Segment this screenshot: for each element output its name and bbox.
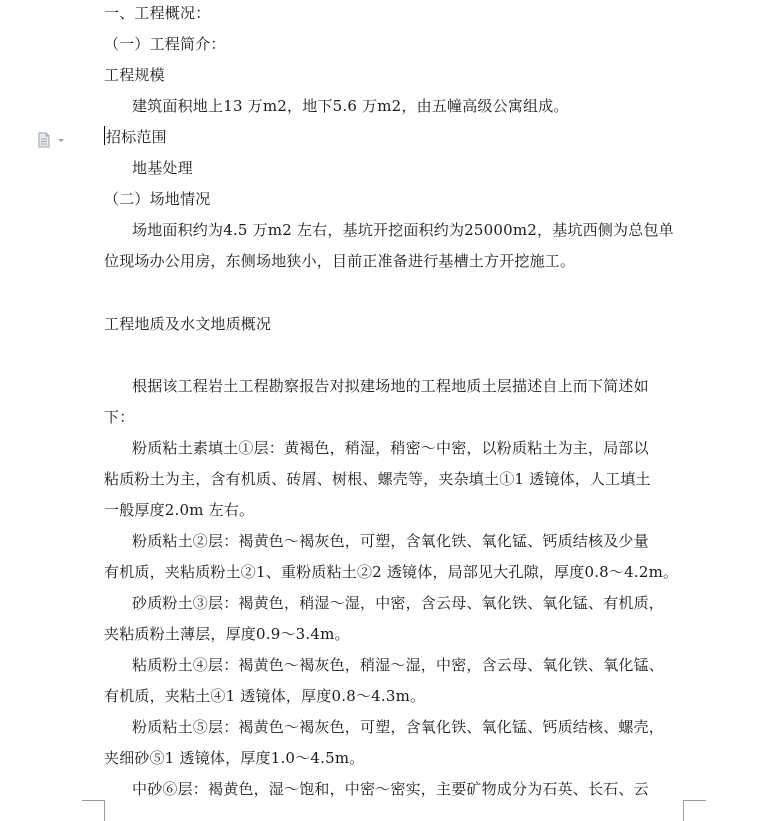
margin-corner-bottom-left bbox=[82, 800, 105, 821]
paragraph-scale: 建筑面积地上13 万m2，地下5.6 万m2，由五幢高级公寓组成。 bbox=[132, 97, 569, 115]
paragraph-layer1-line-3: 一般厚度2.0m 左右。 bbox=[104, 501, 255, 519]
text-cursor bbox=[104, 126, 105, 145]
paragraph-layer5-line-1: 粉质粘土⑤层：褐黄色～褐灰色，可塑，含氧化铁、氧化锰、钙质结核、螺壳， bbox=[132, 718, 665, 736]
document-icon bbox=[38, 132, 68, 148]
paragraph-layer3-line-1: 砂质粉土③层：褐黄色，稍湿～湿，中密，含云母、氧化铁、氧化锰、有机质， bbox=[132, 594, 665, 612]
paragraph-menu-button[interactable] bbox=[38, 132, 68, 148]
paragraph-layer2-line-2: 有机质，夹粘质粉土②1、重粉质粘土②2 透镜体，局部见大孔隙，厚度0.8～4.2m。 bbox=[104, 563, 679, 581]
heading-subsection-2: （二）场地情况 bbox=[104, 190, 211, 208]
paragraph-site-line-1: 场地面积约为4.5 万m2 左右，基坑开挖面积约为25000m2，基坑西侧为总包单 bbox=[132, 221, 674, 239]
paragraph-layer4-line-1: 粘质粉土④层：褐黄色～褐灰色，稍湿～湿，中密，含云母、氧化铁、氧化锰、 bbox=[132, 656, 665, 674]
paragraph-layer3-line-2: 夹粘质粉土薄层，厚度0.9～3.4m。 bbox=[104, 625, 350, 643]
paragraph-site-line-2: 位现场办公用房，东侧场地狭小，目前正准备进行基槽土方开挖施工。 bbox=[104, 252, 576, 270]
paragraph-layer4-line-2: 有机质，夹粘土④1 透镜体，厚度0.8～4.3m。 bbox=[104, 687, 426, 705]
paragraph-intro-line-1: 根据该工程岩土工程勘察报告对拟建场地的工程地质土层描述自上而下简述如 bbox=[132, 377, 649, 395]
caret-down-icon bbox=[58, 139, 64, 142]
heading-section-1: 一、工程概况： bbox=[104, 4, 211, 22]
paragraph-layer1-line-1: 粉质粘土素填土①层：黄褐色，稍湿，稍密～中密，以粉质粘土为主，局部以 bbox=[132, 439, 649, 457]
paragraph-layer6-line-1: 中砂⑥层：褐黄色，湿～饱和，中密～密实，主要矿物成分为石英、长石、云 bbox=[132, 780, 649, 798]
paragraph-layer2-line-1: 粉质粘土②层：褐黄色～褐灰色，可塑，含氧化铁、氧化锰、钙质结核及少量 bbox=[132, 532, 649, 550]
heading-project-scale: 工程规模 bbox=[104, 66, 165, 84]
heading-geology: 工程地质及水文地质概况 bbox=[104, 315, 272, 333]
margin-corner-bottom-right bbox=[683, 800, 706, 821]
paragraph-intro-line-2: 下： bbox=[104, 408, 135, 426]
paragraph-layer1-line-2: 粘质粉土为主，含有机质、砖屑、树根、螺壳等，夹杂填土①1 透镜体，人工填土 bbox=[104, 470, 651, 488]
heading-subsection-1: （一）工程简介： bbox=[104, 35, 226, 53]
paragraph-bid-scope: 地基处理 bbox=[132, 159, 193, 177]
paragraph-layer5-line-2: 夹细砂⑤1 透镜体，厚度1.0～4.5m。 bbox=[104, 749, 365, 767]
heading-bid-scope: 招标范围 bbox=[106, 128, 167, 146]
